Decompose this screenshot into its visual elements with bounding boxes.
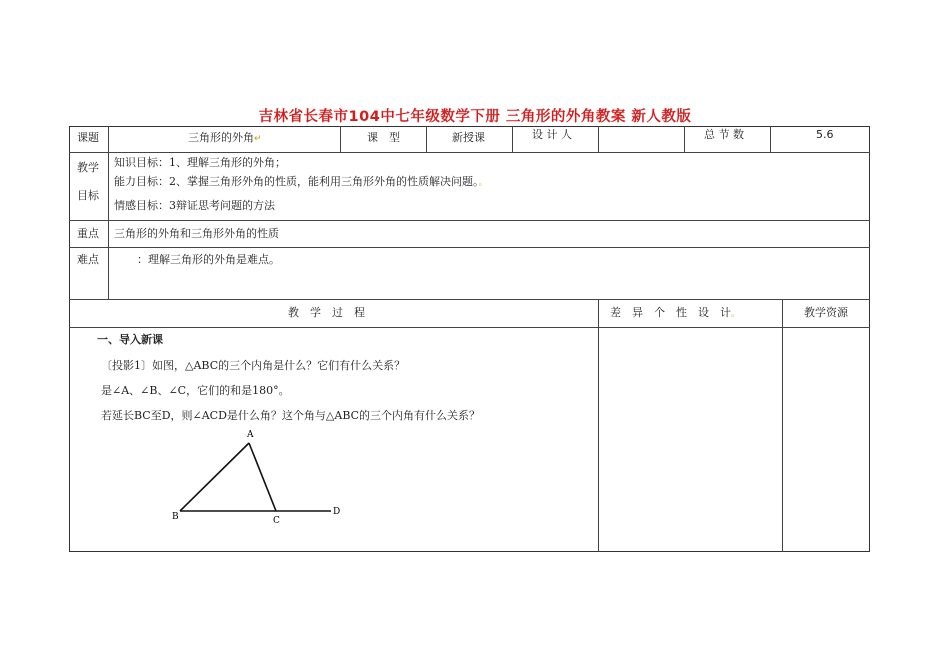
revision-mark-icon: 。 (478, 178, 488, 188)
side-ab (180, 443, 249, 511)
row-divider (69, 299, 870, 300)
vertex-c-label: C (273, 516, 280, 526)
topic-value (188, 131, 262, 146)
vertex-a-label: A (247, 430, 254, 440)
knowledge-objective: 知识目标：1、理解三角形的外角； (114, 156, 286, 169)
designer-label: 设 计 人 (532, 128, 572, 141)
content-line-3: 若延长BC至D，则∠ACD是什么角？这个角与△ABC的三个内角有什么关系？ (101, 409, 481, 422)
content-line-2: 是∠A、∠B、∠C，它们的和是180°。 (101, 384, 290, 397)
ability-objective (114, 175, 488, 190)
objectives-label-line1: 教学 (77, 161, 99, 174)
difficulty-value: ：理解三角形的外角是难点。 (137, 253, 280, 266)
topic-label: 课题 (77, 131, 99, 144)
paragraph-mark-icon: ↵ (254, 134, 262, 144)
key-point-label: 重点 (77, 227, 99, 240)
key-point-value: 三角形的外角和三角形外角的性质 (114, 227, 279, 240)
row-divider (69, 247, 870, 248)
document-title: 吉林省长春市104中七年级数学下册 三角形的外角教案 新人教版 (258, 109, 692, 125)
col-divider (108, 152, 109, 299)
col-divider (598, 126, 599, 152)
col-divider (598, 299, 599, 552)
revision-mark-icon: 。 (731, 309, 741, 319)
col-divider (426, 126, 427, 152)
resources-column-header: 教学资源 (804, 306, 848, 319)
design-column-header-text: 差 异 个 性 设 计 (610, 306, 731, 319)
objectives-label-line2: 目标 (77, 189, 99, 202)
total-lessons-value: 5.6 (816, 128, 834, 141)
vertex-b-label: B (172, 512, 179, 522)
col-divider (512, 126, 513, 152)
col-divider (340, 126, 341, 152)
section-heading: 一、导入新课 (97, 333, 163, 346)
difficulty-label: 难点 (77, 253, 99, 266)
emotion-objective: 情感目标：3辩证思考问题的方法 (114, 199, 275, 212)
lesson-type-value: 新授课 (452, 131, 485, 144)
ability-objective-text: 能力目标：2、掌握三角形外角的性质，能利用三角形外角的性质解决问题。 (114, 175, 479, 188)
content-line-1: 〔投影1〕如图，△ABC的三个内角是什么？它们有什么关系？ (101, 359, 406, 372)
col-divider (782, 299, 783, 552)
lesson-type-label: 课 型 (367, 131, 400, 144)
col-divider (770, 126, 771, 152)
triangle-abc-figure (160, 425, 355, 530)
topic-value-text: 三角形的外角 (188, 131, 254, 144)
point-d-label: D (333, 507, 341, 517)
total-lessons-label: 总 节 数 (704, 128, 744, 141)
side-ac (249, 443, 276, 511)
row-divider (69, 220, 870, 221)
process-column-header: 教 学 过 程 (288, 306, 365, 319)
row-divider (69, 152, 870, 153)
row-divider (69, 327, 870, 328)
col-divider (684, 126, 685, 152)
design-column-header (610, 306, 740, 321)
col-divider (108, 126, 109, 152)
